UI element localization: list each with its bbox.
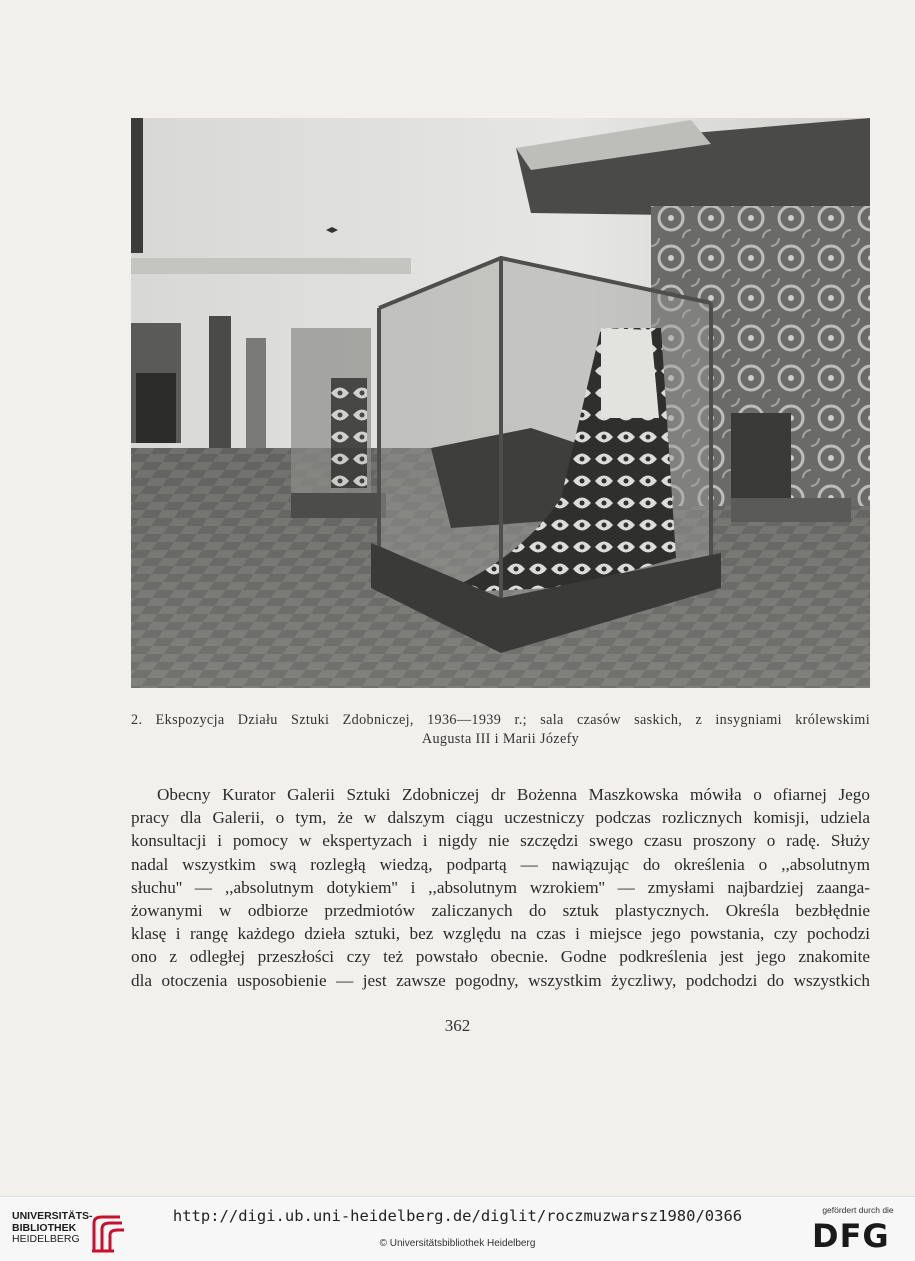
viewer-footer	[0, 1196, 915, 1261]
body-line: klasę i rangę każdego dzieła sztuki, bez względu na czas i miejsce jego powstania, czy pochodzi	[131, 924, 870, 944]
body-line: słuchu'' — ,,absolutnym dotykiem'' i ,,absolutnym wzrokiem'' — zmysłami najbardziej zaanga-	[131, 877, 870, 897]
figure-caption	[131, 711, 870, 749]
caption-line-1: 2. Ekspozycja Działu Sztuki Zdobniczej, 1936—1939 r.; sala czasów saskich, z insygniami królewskimi	[131, 712, 870, 728]
caption-line-2: Augusta III i Marii Józefy	[421, 731, 580, 747]
body-line: żowanymi w odbiorze przedmiotów zaliczanych do sztuk plastycznych. Określa bezbłędnie	[131, 900, 870, 920]
funder-caption: gefördert durch die	[822, 1205, 894, 1215]
body-line: dla otoczenia usposobienie — jest zawsze pogodny, wszystkim życzliwy, podchodzi do wszystkich	[131, 970, 870, 990]
permalink-url[interactable]: http://digi.ub.uni-heidelberg.de/diglit/roczmuzwarsz1980/0366	[172, 1207, 743, 1225]
institution-line-2: BIBLIOTHEK	[12, 1221, 77, 1234]
dfg-logo-text: DFG	[812, 1217, 890, 1255]
body-line: nadal wszystkim swą rozległą wiedzą, podpartą — nawiązując do określenia o ,,absolutnym	[131, 854, 870, 874]
body-line: pracy dla Galerii, o tym, że w dalszym ciągu uczestniczy podczas rozlicznych komisji, udziela	[131, 808, 870, 828]
copyright-notice: © Universitätsbibliothek Heidelberg	[379, 1238, 536, 1249]
institution-line-3: HEIDELBERG	[12, 1233, 80, 1245]
exhibition-photograph	[131, 118, 870, 688]
body-paragraph	[131, 783, 870, 992]
page-number: 362	[444, 1016, 471, 1035]
dfg-funder-logo[interactable]	[808, 1205, 908, 1255]
body-line: ono z odległej przeszłości czy też powstało obecnie. Godne podkreślenia jest jego znakomite	[131, 947, 870, 967]
body-line: Obecny Kurator Galerii Sztuki Zdobniczej dr Bożenna Maszkowska mówiła o ofiarnej Jego	[157, 785, 870, 804]
body-line: konsultacji i pomocy w ekspertyzach i nigdy nie szczędzi swego czasu proszony o radę. Służy	[131, 831, 870, 851]
museum-exhibition-photo-icon	[131, 118, 870, 688]
institution-line-1: UNIVERSITÄTS-	[12, 1210, 93, 1222]
